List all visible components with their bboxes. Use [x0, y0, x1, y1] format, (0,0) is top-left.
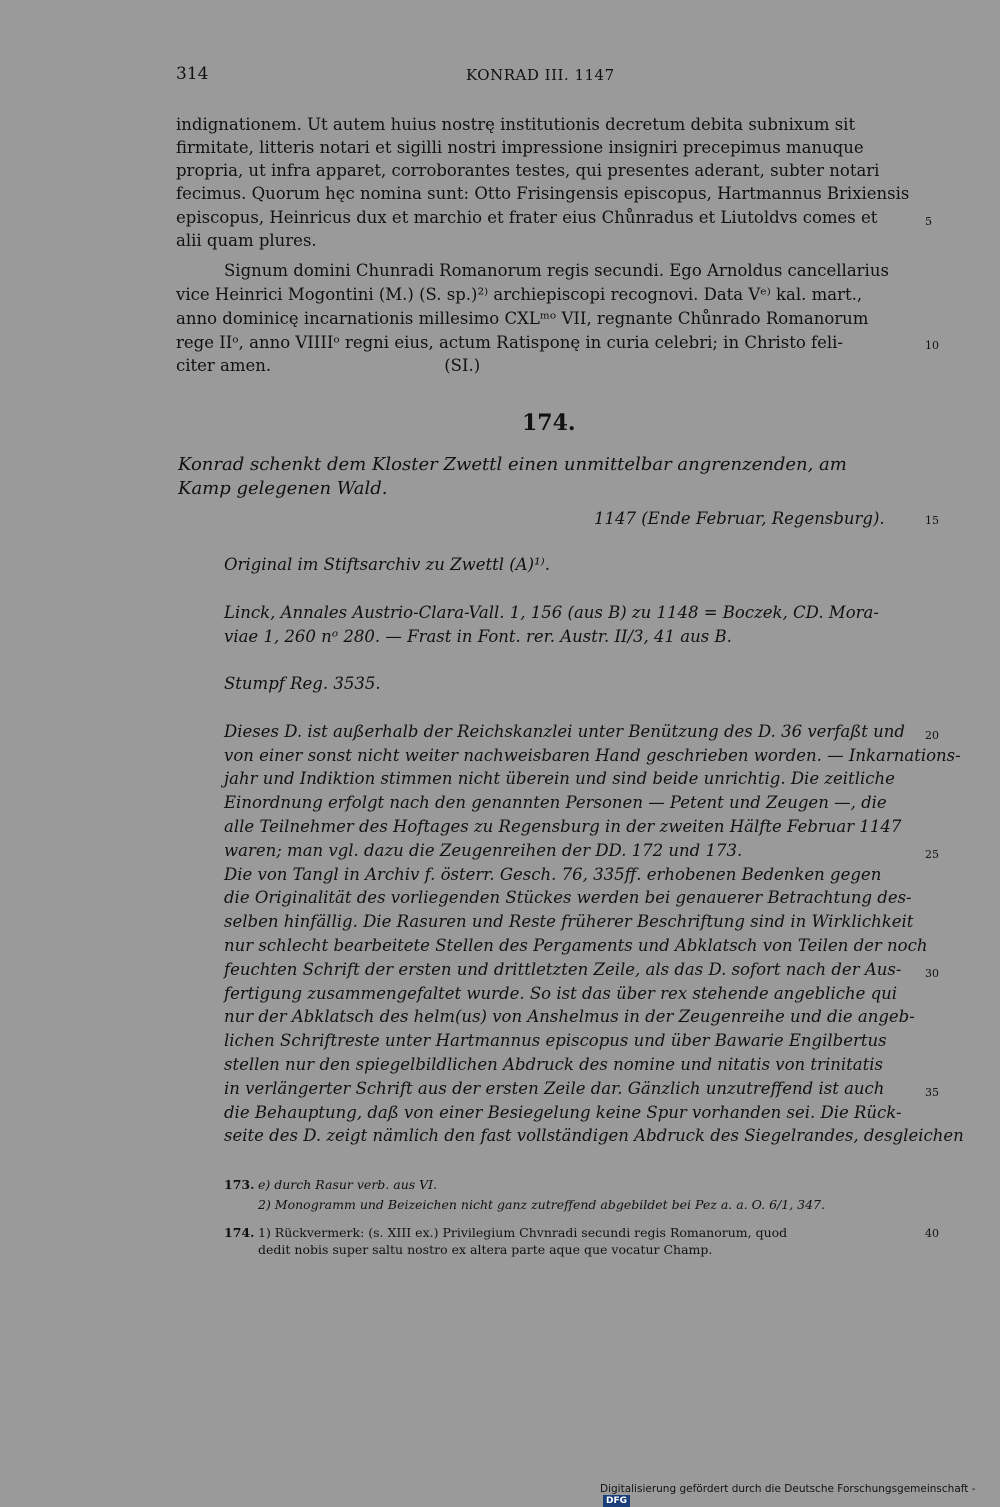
line-number: 35: [925, 1086, 939, 1099]
text-line: fecimus. Quorum hęc nomina sunt: Otto Frisingensis episcopus, Hartmannus Brixiensis: [176, 184, 910, 203]
date-line: 1147 (Ende Februar, Regensburg).: [594, 509, 885, 528]
text-line: feuchten Schrift der ersten und drittletzten Zeile, als das D. sofort nach der Aus-: [224, 960, 902, 979]
text-line: die Behauptung, daß von einer Besiegelung keine Spur vorhanden sei. Die Rück-: [224, 1103, 902, 1122]
footer-text: Digitalisierung gefördert durch die Deutsche Forschungsgemeinschaft -: [600, 1483, 976, 1495]
line-number: 10: [925, 339, 939, 352]
page-number: 314: [176, 64, 209, 84]
dfg-logo: DFG: [603, 1495, 630, 1507]
text-line: indignationem. Ut autem huius nostrę institutionis decretum debita subnixum sit: [176, 115, 856, 134]
text-line: Die von Tangl in Archiv f. österr. Gesch. 76, 335ff. erhobenen Bedenken gegen: [224, 865, 882, 884]
footnote-text: 2) Monogramm und Beizeichen nicht ganz zutreffend abgebildet bei Pez a. a. O. 6/1, 347.: [258, 1197, 825, 1212]
line-number: 20: [925, 729, 939, 742]
line-number: 40: [925, 1227, 939, 1240]
text-line: in verlängerter Schrift aus der ersten Zeile dar. Gänzlich unzutreffend ist auch: [224, 1079, 885, 1098]
footnote-text: e) durch Rasur verb. aus VI.: [258, 1177, 438, 1192]
text-line: stellen nur den spiegelbildlichen Abdruck des nomine und nitatis von trinitatis: [224, 1055, 883, 1074]
text-line: selben hinfällig. Die Rasuren und Reste früherer Beschriftung sind in Wirklichkeit: [224, 912, 914, 931]
original-note: Original im Stiftsarchiv zu Zwettl (A)¹⁾.: [224, 555, 550, 574]
text-line: nur der Abklatsch des helm(us) von Anshelmus in der Zeugenreihe und die angeb-: [224, 1007, 915, 1026]
text-line: fertigung zusammengefaltet wurde. So ist das über rex stehende angebliche qui: [224, 984, 898, 1003]
footnote-label: 174.: [224, 1225, 255, 1240]
summary-line: Konrad schenkt dem Kloster Zwettl einen unmittelbar angrenzenden, am: [178, 454, 847, 475]
document-number: 174.: [522, 410, 576, 436]
text-line: episcopus, Heinricus dux et marchio et frater eius Chůnradus et Liutoldvs comes et: [176, 208, 878, 227]
text-line: nur schlecht bearbeitete Stellen des Pergaments und Abklatsch von Teilen der noch: [224, 936, 928, 955]
text-line: anno dominicę incarnationis millesimo CXLᵐᵒ VII, regnante Chůnrado Romanorum: [176, 309, 869, 328]
text-line: propria, ut infra apparet, corroborantes testes, qui presentes aderant, subter notari: [176, 161, 880, 180]
text-line: firmitate, litteris notari et sigilli nostri impressione insigniri precepimus manuque: [176, 138, 864, 157]
line-number: 5: [925, 215, 932, 228]
text-line: waren; man vgl. dazu die Zeugenreihen der DD. 172 und 173.: [224, 841, 743, 860]
regest-line: Stumpf Reg. 3535.: [224, 674, 381, 693]
text-line: Signum domini Chunradi Romanorum regis secundi. Ego Arnoldus cancellarius: [224, 261, 889, 280]
text-line: Einordnung erfolgt nach den genannten Personen — Petent und Zeugen —, die: [224, 793, 887, 812]
text-line: vice Heinrici Mogontini (M.) (S. sp.)²⁾ archiepiscopi recognovi. Data Vᵉ⁾ kal. mart.,: [176, 285, 863, 304]
text-line: Dieses D. ist außerhalb der Reichskanzlei unter Benützung des D. 36 verfaßt und: [224, 722, 905, 741]
text-line: alle Teilnehmer des Hoftages zu Regensburg in der zweiten Hälfte Februar 1147: [224, 817, 902, 836]
editions-line: Linck, Annales Austrio-Clara-Vall. 1, 156 (aus B) zu 1148 = Boczek, CD. Mora-: [224, 603, 879, 622]
line-number: 15: [925, 514, 939, 527]
running-title: KONRAD III. 1147: [466, 66, 615, 84]
line-number: 30: [925, 967, 939, 980]
text-line: seite des D. zeigt nämlich den fast vollständigen Abdruck des Siegelrandes, desgleichen: [224, 1126, 964, 1145]
editions-line: viae 1, 260 nᵒ 280. — Frast in Font. rer. Austr. II/3, 41 aus B.: [224, 627, 732, 646]
text-line: die Originalität des vorliegenden Stückes werden bei genauerer Betrachtung des-: [224, 888, 912, 907]
text-line: rege IIᵒ, anno VIIIIᵒ regni eius, actum Ratisponę in curia celebri; in Christo feli-: [176, 333, 844, 352]
text-line: von einer sonst nicht weiter nachweisbaren Hand geschrieben worden. — Inkarnations-: [224, 746, 961, 765]
footnote-text: 1) Rückvermerk: (s. XIII ex.) Privilegium Chvnradi secundi regis Romanorum, quod: [258, 1225, 788, 1240]
text-line: citer amen. (SI.): [176, 356, 481, 375]
text-line: alii quam plures.: [176, 231, 317, 250]
footnote-label: 173.: [224, 1177, 255, 1192]
line-number: 25: [925, 848, 939, 861]
footnote-text: dedit nobis super saltu nostro ex altera parte aque que vocatur Champ.: [258, 1242, 713, 1257]
text-line: jahr und Indiktion stimmen nicht überein und sind beide unrichtig. Die zeitliche: [224, 769, 895, 788]
text-line: lichen Schriftreste unter Hartmannus episcopus und über Bawarie Engilbertus: [224, 1031, 887, 1050]
digitization-footer: [600, 1483, 1000, 1507]
summary-line: Kamp gelegenen Wald.: [178, 478, 388, 499]
